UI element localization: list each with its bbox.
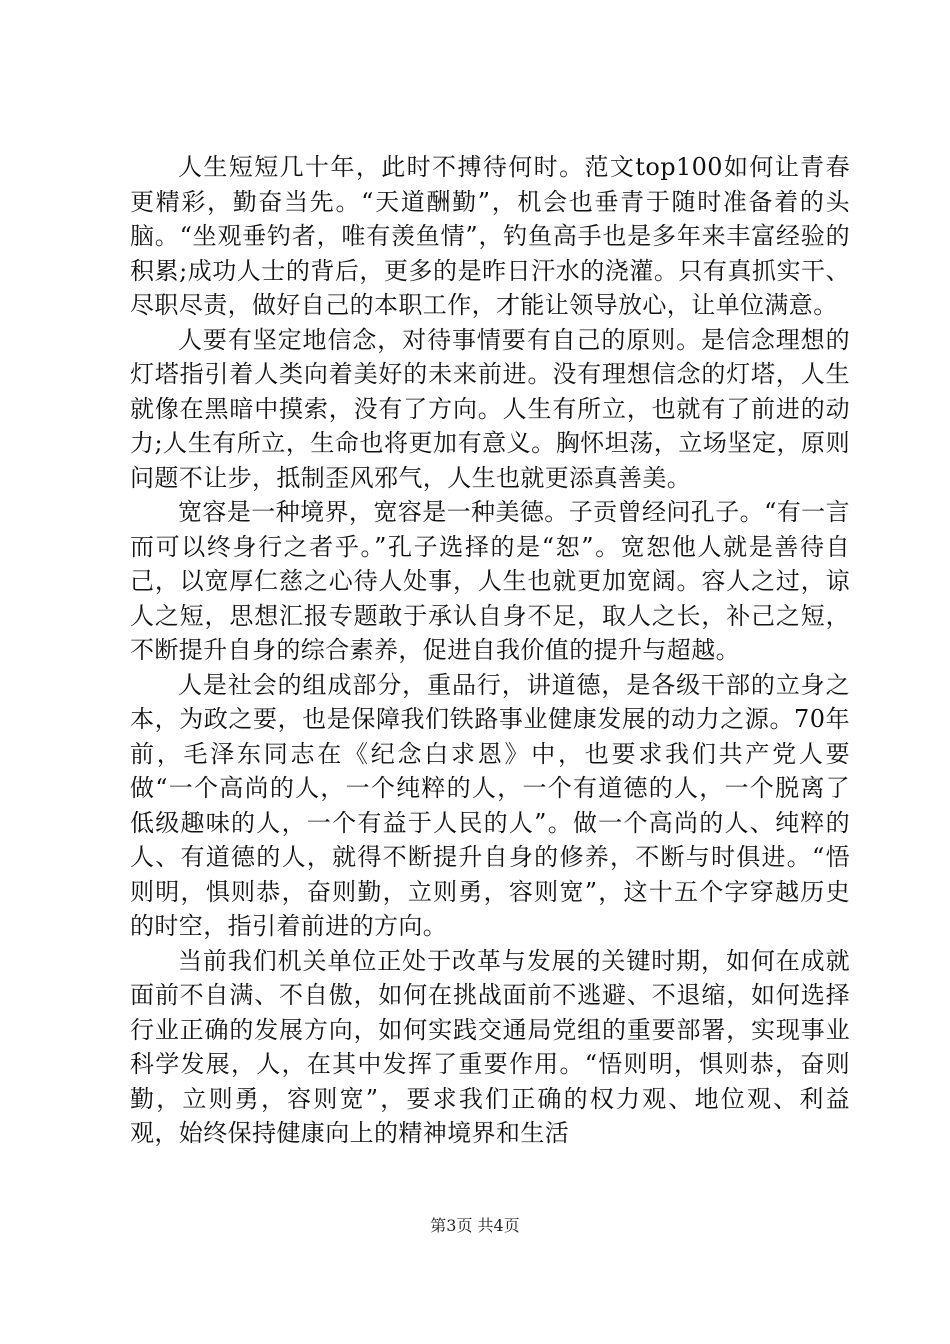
document-body (130, 150, 850, 1151)
paragraph-1: 人生短短几十年，此时不搏待何时。范文top100如何让青春更精彩，勤奋当先。“天道酬勤”，机会也垂青于随时准备着的头脑。“坐观垂钓者，唯有羡鱼情”，钓鱼高手也是多年来丰富经验的积累;成功人士的背后，更多的是昨日汗水的浇灌。只有真抓实干、尽职尽责，做好自己的本职工作，才能让领导放心，让单位满意。 (130, 153, 850, 319)
paragraph-3: 宽容是一种境界，宽容是一种美德。子贡曾经问孔子。“有一言而可以终身行之者乎。”孔子选择的是“恕”。宽恕他人就是善待自己，以宽厚仁慈之心待人处事，人生也就更加宽阔。容人之过，谅人之短，思想汇报专题敢于承认自身不足，取人之长，补己之短，不断提升自身的综合素养，促进自我价值的提升与超越。 (130, 498, 850, 664)
paragraph-2: 人要有坚定地信念，对待事情要有自己的原则。是信念理想的灯塔指引着人类向着美好的未来前进。没有理想信念的灯塔，人生就像在黑暗中摸索，没有了方向。人生有所立，也就有了前进的动力;人生有所立，生命也将更加有意义。胸怀坦荡，立场坚定，原则问题不让步，抵制歪风邪气，人生也就更添真善美。 (130, 325, 850, 492)
page-footer: 第3页 共4页 (430, 1216, 520, 1235)
paragraph-4: 人是社会的组成部分，重品行，讲道德，是各级干部的立身之本，为政之要，也是保障我们铁路事业健康发展的动力之源。70年前，毛泽东同志在《纪念白求恩》中，也要求我们共产党人要做“一个高尚的人，一个纯粹的人，一个有道德的人，一个脱离了低级趣味的人，一个有益于人民的人”。做一个高尚的人、纯粹的人、有道德的人，就得不断提升自身的修养，不断与时俱进。“悟则明，惧则恭，奋则勤，立则勇，容则宽”，这十五个字穿越历史的时空，指引着前进的方向。 (130, 670, 850, 940)
paragraph-5: 当前我们机关单位正处于改革与发展的关键时期，如何在成就面前不自满、不自傲，如何在挑战面前不逃避、不退缩，如何选择行业正确的发展方向，如何实践交通局党组的重要部署，实现事业科学发展，人，在其中发挥了重要作用。“悟则明，惧则恭，奋则勤，立则勇，容则宽”，要求我们正确的权力观、地位观、利益观，始终保持健康向上的精神境界和生活 (130, 946, 850, 1147)
